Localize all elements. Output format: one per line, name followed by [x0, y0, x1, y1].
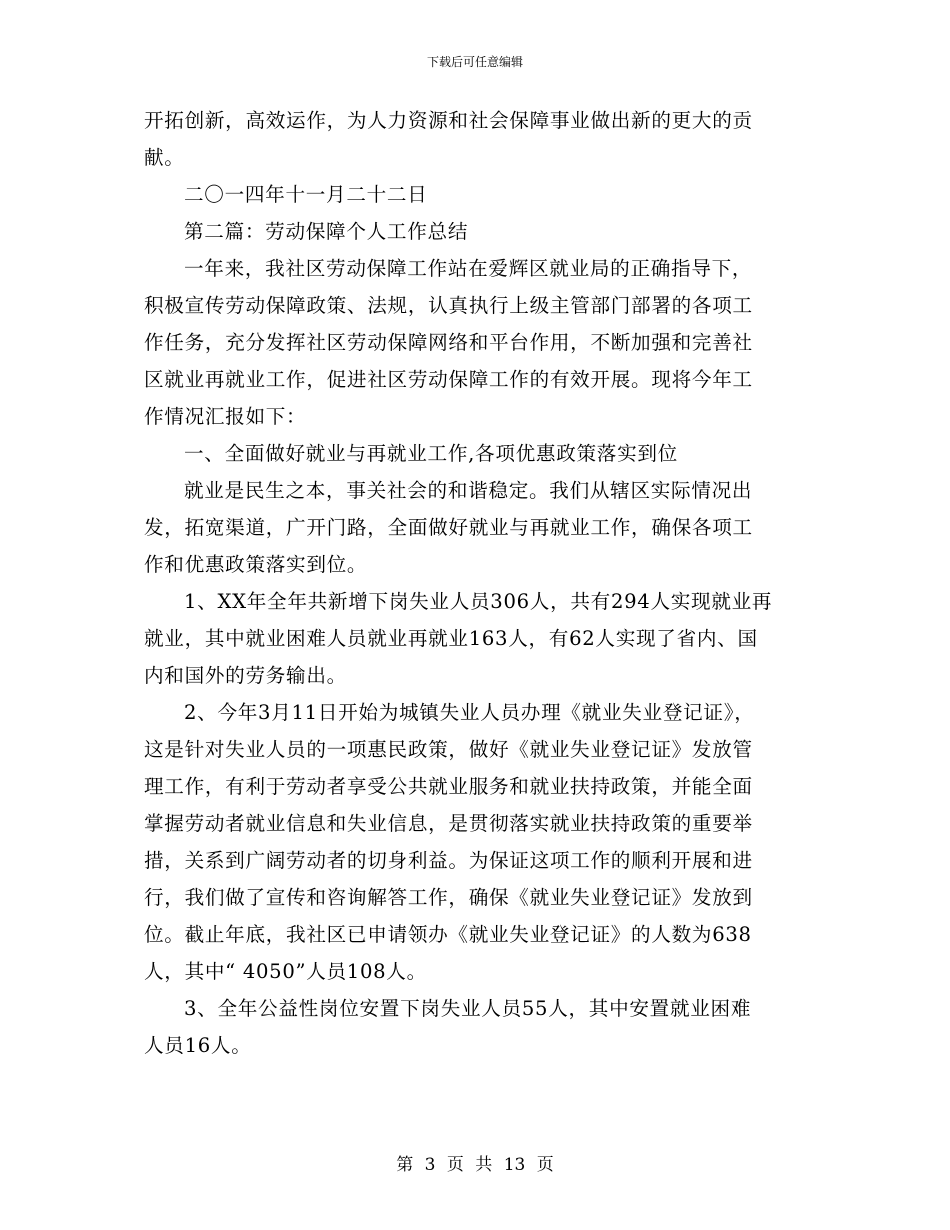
text-line: 一年来，我社区劳动保障工作站在爱辉区就业局的正确指导下， — [184, 257, 753, 280]
text-line: 开拓创新，高效运作，为人力资源和社会保障事业做出新的更大的贡 — [144, 109, 753, 132]
text-line: 措，关系到广阔劳动者的切身利益。为保证这项工作的顺利开展和进 — [144, 849, 753, 872]
text-line: 献。 — [144, 146, 185, 169]
text-line: 1、XX年全年共新增下岗失业人员306人，共有294人实现就业再 — [184, 590, 773, 613]
text-line: 这是针对失业人员的一项惠民政策，做好《就业失业登记证》发放管 — [144, 738, 753, 761]
text-line: 就业，其中就业困难人员就业再就业163人，有62人实现了省内、国 — [144, 627, 758, 650]
document-body — [144, 102, 804, 1064]
text-line: 人员16人。 — [144, 1034, 252, 1057]
text-line: 积极宣传劳动保障政策、法规，认真执行上级主管部门部署的各项工 — [144, 294, 753, 317]
text-line: 2、今年3月11日开始为城镇失业人员办理《就业失业登记证》， — [184, 701, 755, 724]
text-line: 掌握劳动者就业信息和失业信息，是贯彻落实就业扶持政策的重要举 — [144, 812, 753, 835]
text-line: 一、全面做好就业与再就业工作,各项优惠政策落实到位 — [184, 442, 678, 465]
text-line: 第二篇：劳动保障个人工作总结 — [184, 220, 469, 243]
text-line: 二〇一四年十一月二十二日 — [184, 183, 428, 206]
text-line: 区就业再就业工作，促进社区劳动保障工作的有效开展。现将今年工 — [144, 368, 753, 391]
text-line: 理工作，有利于劳动者享受公共就业服务和就业扶持政策，并能全面 — [144, 775, 753, 798]
page-number-footer: 第 3 页 共 13 页 — [396, 1155, 554, 1175]
text-line: 作情况汇报如下： — [144, 405, 307, 428]
text-line: 作和优惠政策落实到位。 — [144, 553, 368, 576]
text-line: 3、全年公益性岗位安置下岗失业人员55人，其中安置就业困难 — [184, 997, 752, 1020]
text-line: 内和国外的劳务输出。 — [144, 664, 347, 687]
text-line: 发，拓宽渠道，广开门路，全面做好就业与再就业工作，确保各项工 — [144, 516, 753, 539]
text-line: 人，其中“ 4050”人员108人。 — [144, 960, 427, 983]
text-line: 就业是民生之本，事关社会的和谐稳定。我们从辖区实际情况出 — [184, 479, 753, 502]
text-line: 作任务，充分发挥社区劳动保障网络和平台作用，不断加强和完善社 — [144, 331, 753, 354]
page-header-note: 下载后可任意编辑 — [426, 55, 523, 69]
text-line: 行，我们做了宣传和咨询解答工作，确保《就业失业登记证》发放到 — [144, 886, 753, 909]
text-line: 位。截止年底，我社区已申请领办《就业失业登记证》的人数为638 — [144, 923, 752, 946]
